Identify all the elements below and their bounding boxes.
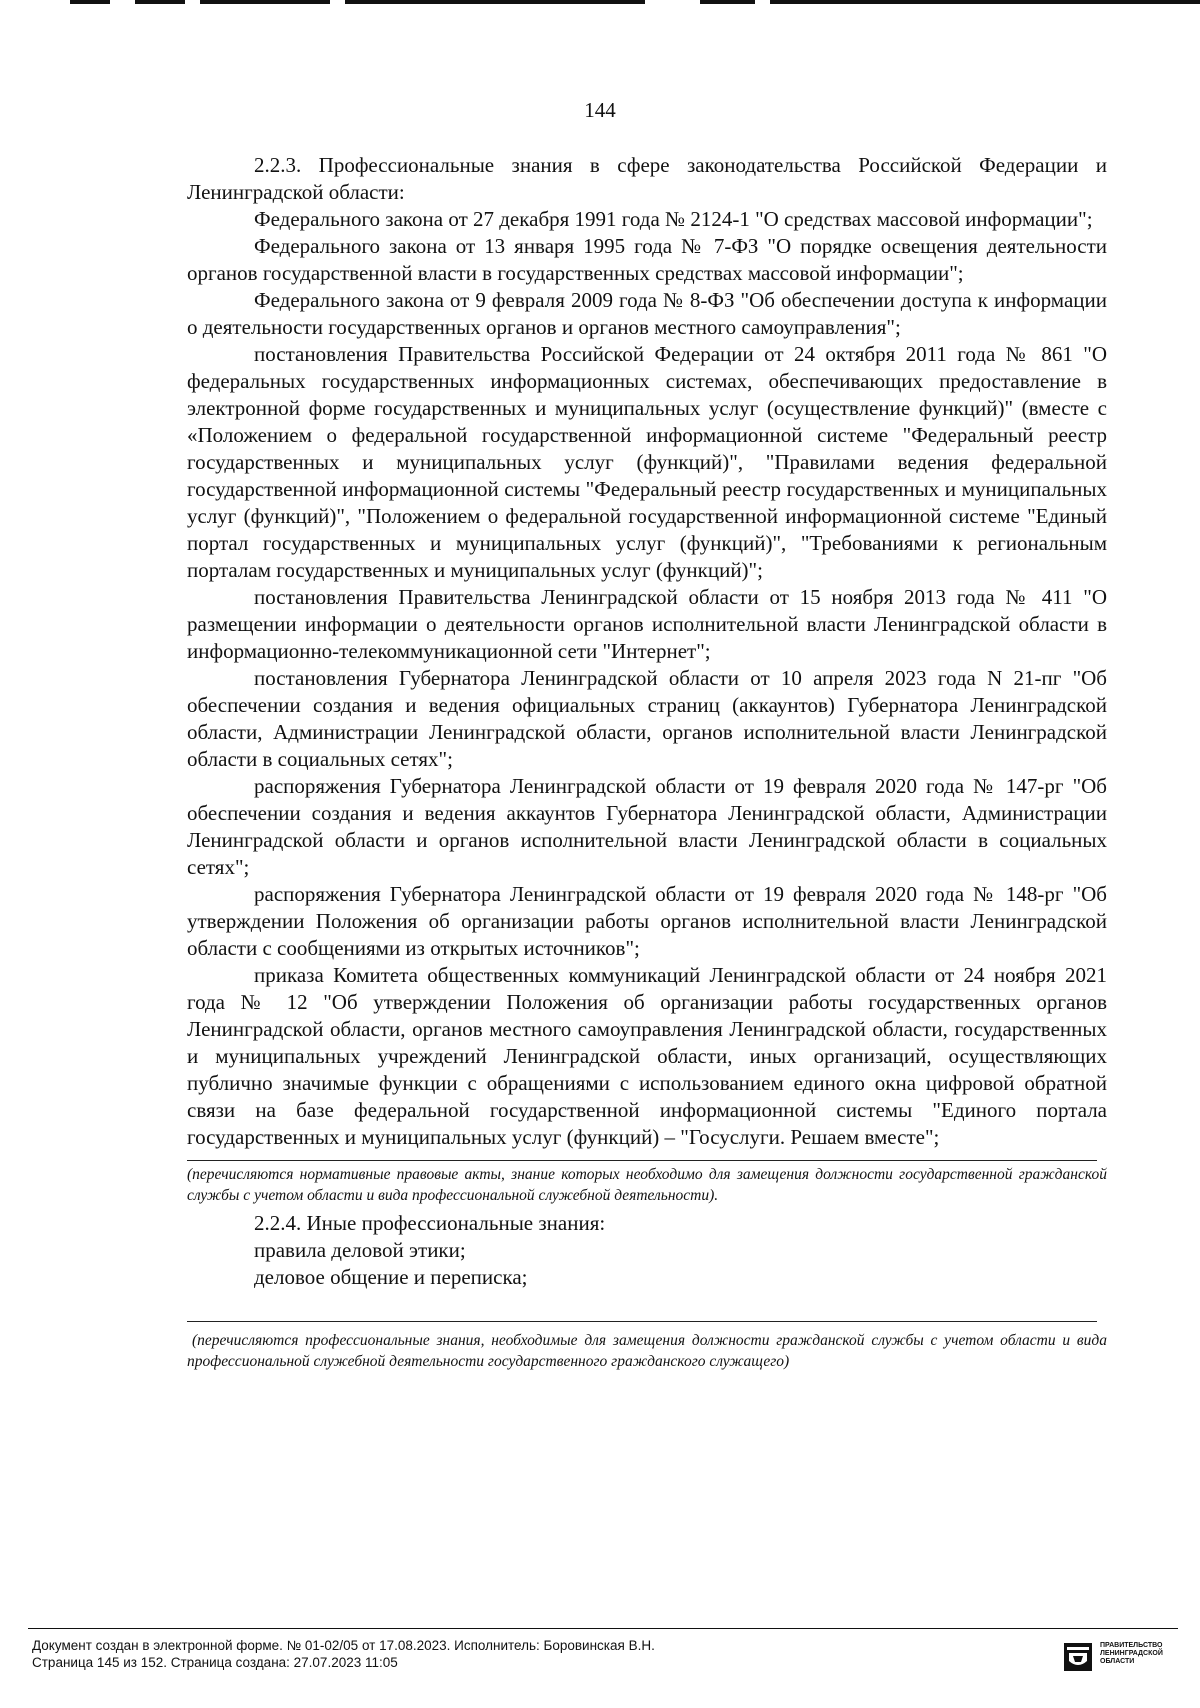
document-footer	[28, 1628, 1178, 1679]
footer-line-document: Документ создан в электронной форме. № 01-02/05 от 17.08.2023. Исполнитель: Боровинская В.Н.	[32, 1638, 655, 1653]
footer-line-page: Страница 145 из 152. Страница создана: 27.07.2023 11:05	[32, 1655, 398, 1670]
document-body	[187, 152, 1107, 1372]
law-item: постановления Правительства Российской Федерации от 24 октября 2011 года № 861 "О федеральных государственных информационных системах, обеспечивающих предоставление в электронной форме государственных и муниципальных услуг (осуществление функций)" (вместе с «Положением о федеральной государственной информационной системе "Федеральный реестр государственных и муниципальных услуг (функций)", "Правилами ведения федеральной государственной информационной системы "Федеральный реестр государственных и муниципальных услуг (функций)", "Положением о федеральной государственной информационной системе "Единый портал государственных и муниципальных услуг (функций)", "Требованиями к региональным порталам государственных и муниципальных услуг (функций)";	[187, 342, 1107, 582]
knowledge-item: правила деловой этики;	[254, 1238, 466, 1262]
law-item: Федерального закона от 9 февраля 2009 года № 8-ФЗ "Об обеспечении доступа к информации о деятельности государственных органов и органов местного самоуправления";	[187, 288, 1107, 339]
section-heading-2-2-3: 2.2.3. Профессиональные знания в сфере законодательства Российской Федерации и Ленинградской области:	[187, 153, 1107, 204]
knowledge-item: деловое общение и переписка;	[254, 1265, 528, 1289]
organization-logo-text: ПРАВИТЕЛЬСТВО ЛЕНИНГРАДСКОЙ ОБЛАСТИ	[1100, 1642, 1163, 1665]
divider-line	[187, 1321, 1097, 1322]
law-item: Федерального закона от 27 декабря 1991 года № 2124-1 "О средствах массовой информации";	[254, 207, 1093, 231]
law-item: распоряжения Губернатора Ленинградской области от 19 февраля 2020 года № 147-рг "Об обеспечении создания и ведения аккаунтов Губернатора Ленинградской области, Администрации Ленинградской области и органов исполнительной власти Ленинградской области в социальных сетях";	[187, 774, 1107, 879]
coat-of-arms-icon	[1064, 1643, 1092, 1671]
divider-line	[187, 1160, 1097, 1161]
note-laws: (перечисляются нормативные правовые акты, знание которых необходимо для замещения должности государственной гражданской службы с учетом области и вида профессиональной служебной деятельности).	[187, 1166, 1107, 1204]
law-item: постановления Губернатора Ленинградской области от 10 апреля 2023 года N 21-пг "Об обеспечении создания и ведения официальных страниц (аккаунтов) Губернатора Ленинградской области, Администрации Ленинградской области, органов исполнительной власти Ленинградской области в социальных сетях";	[187, 666, 1107, 771]
section-heading-2-2-4: 2.2.4. Иные профессиональные знания:	[254, 1211, 606, 1235]
page-number: 144	[584, 98, 616, 122]
law-item: распоряжения Губернатора Ленинградской области от 19 февраля 2020 года № 148-рг "Об утверждении Положения об организации работы органов исполнительной власти Ленинградской области с сообщениями из открытых источников";	[187, 882, 1107, 960]
law-item: постановления Правительства Ленинградской области от 15 ноября 2013 года № 411 "О размещении информации о деятельности органов исполнительной власти Ленинградской области в информационно-телекоммуникационной сети "Интернет";	[187, 585, 1107, 663]
footer-text	[32, 1637, 655, 1671]
scan-top-edge-marks	[0, 0, 1200, 6]
note-knowledge: (перечисляются профессиональные знания, необходимые для замещения должности гражданской службы с учетом области и вида профессиональной служебной деятельности государственного гражданского служащего)	[187, 1332, 1107, 1370]
law-item: Федерального закона от 13 января 1995 года № 7-ФЗ "О порядке освещения деятельности органов государственной власти в государственных средствах массовой информации";	[187, 234, 1107, 285]
law-item: приказа Комитета общественных коммуникаций Ленинградской области от 24 ноября 2021 года № 12 "Об утверждении Положения об организации работы государственных органов Ленинградской области, органов местного самоуправления Ленинградской области, государственных и муниципальных учреждений Ленинградской области, иных организаций, осуществляющих публично значимые функции с обращениями с использованием единого окна цифровой обратной связи на базе федеральной государственной информационной системы "Единого портала государственных и муниципальных услуг (функций) – "Госуслуги. Решаем вместе";	[187, 963, 1107, 1149]
